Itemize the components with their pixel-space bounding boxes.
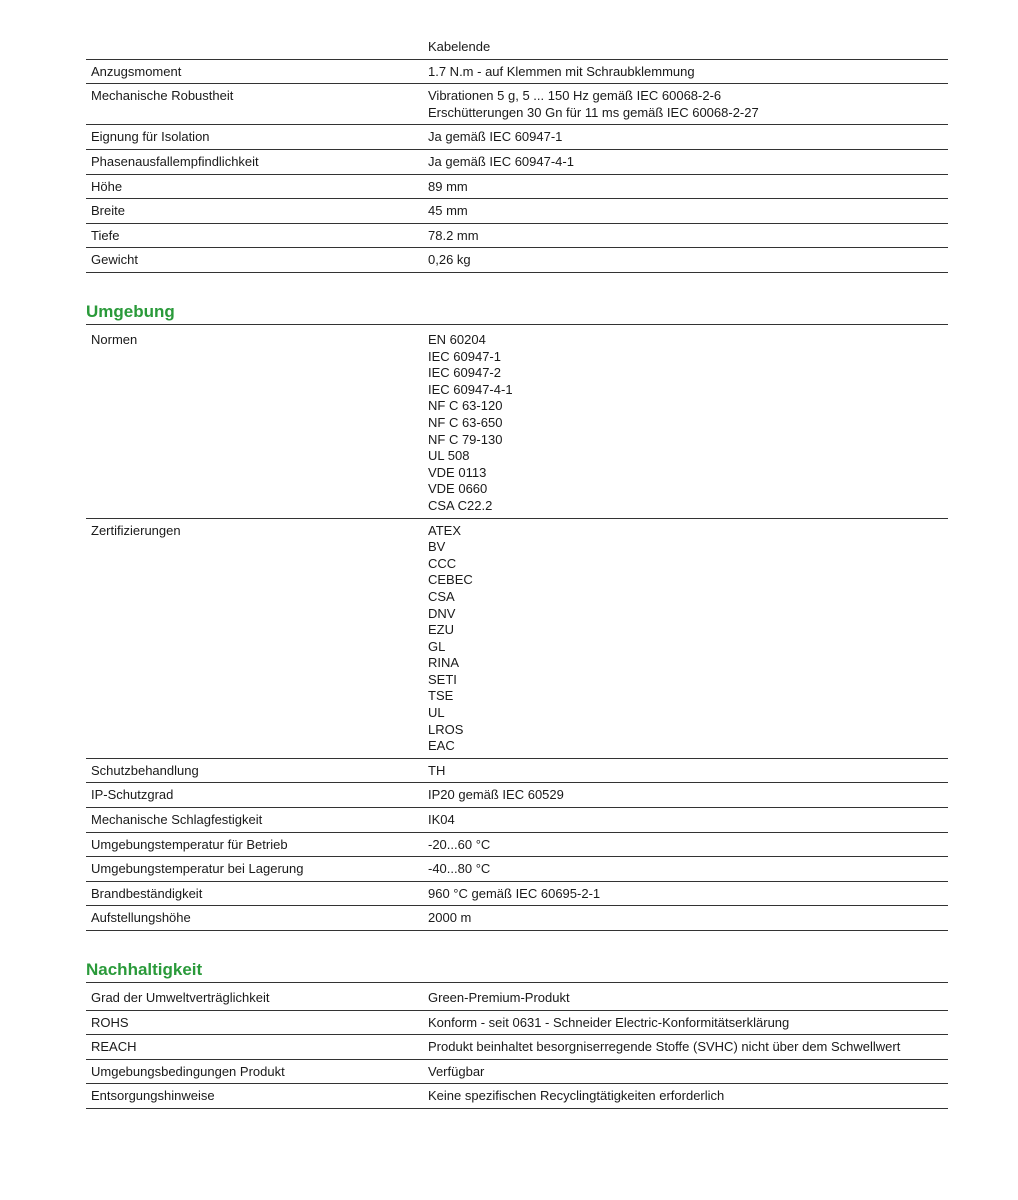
- spec-value-line: IEC 60947-2: [428, 365, 501, 381]
- spec-value: [428, 837, 948, 854]
- spec-label: Schutzbehandlung: [91, 762, 199, 778]
- spec-value: [428, 154, 948, 171]
- spec-value-line: IP20 gemäß IEC 60529: [428, 787, 564, 803]
- spec-value-line: 960 °C gemäß IEC 60695-2-1: [428, 885, 601, 901]
- spec-value-line: Vibrationen 5 g, 5 ... 150 Hz gemäß IEC 60068-2-6: [428, 88, 722, 104]
- spec-value-line: RINA: [428, 655, 460, 671]
- spec-value: [428, 1088, 948, 1105]
- spec-value: [428, 39, 948, 56]
- spec-row: [86, 150, 948, 175]
- spec-value-line: SETI: [428, 671, 457, 687]
- spec-label: Gewicht: [91, 252, 138, 268]
- spec-value-line: LROS: [428, 721, 464, 737]
- spec-row: [86, 84, 948, 125]
- spec-value-line: IK04: [428, 812, 455, 828]
- spec-value-line: GL: [428, 638, 446, 654]
- spec-value-line: -20...60 °C: [428, 836, 491, 852]
- spec-label: Normen: [91, 332, 138, 347]
- spec-label: Grad der Umweltverträglichkeit: [91, 990, 270, 1005]
- spec-value-line: DNV: [428, 605, 456, 621]
- spec-value-line: EAC: [428, 738, 455, 754]
- spec-label: IP-Schutzgrad: [91, 787, 174, 803]
- spec-row: [86, 175, 948, 200]
- spec-value: [428, 1039, 948, 1056]
- spec-row: [86, 60, 948, 85]
- spec-row: [86, 1035, 948, 1060]
- spec-value-line: Green-Premium-Produkt: [428, 990, 570, 1005]
- spec-value-line: NF C 79-130: [428, 431, 503, 447]
- spec-label: ROHS: [91, 1014, 129, 1030]
- spec-row: [86, 783, 948, 808]
- spec-value: [428, 861, 948, 878]
- spec-row: [86, 519, 948, 759]
- spec-value-line: Produkt beinhaltet besorgniserregende Stoffe (SVHC) nicht über dem Schwellwert: [428, 1039, 901, 1055]
- spec-value-line: 89 mm: [428, 178, 468, 194]
- spec-value: [428, 1064, 948, 1081]
- spec-value-line: CSA: [428, 588, 455, 604]
- spec-value-line: -40...80 °C: [428, 861, 491, 877]
- spec-value: [428, 88, 948, 121]
- spec-value-line: 78.2 mm: [428, 227, 479, 243]
- spec-value-line: Ja gemäß IEC 60947-1: [428, 129, 563, 145]
- spec-label: Umgebungstemperatur bei Lagerung: [91, 861, 304, 877]
- spec-row: [86, 882, 948, 907]
- spec-value-line: 2000 m: [428, 910, 472, 926]
- spec-row: [86, 833, 948, 858]
- spec-value-line: 45 mm: [428, 203, 468, 219]
- spec-row: [86, 759, 948, 784]
- spec-value-line: UL: [428, 705, 445, 721]
- spec-row: [86, 857, 948, 882]
- section-rule-nachhaltigkeit: [86, 982, 948, 983]
- spec-table-top: [86, 35, 948, 273]
- spec-value-line: CSA C22.2: [428, 497, 493, 513]
- spec-value-line: ATEX: [428, 522, 461, 538]
- spec-value-line: TH: [428, 762, 446, 778]
- spec-label: REACH: [91, 1039, 137, 1055]
- spec-table-umgebung: [86, 328, 948, 931]
- spec-value-line: Verfügbar: [428, 1063, 485, 1079]
- spec-value: [428, 787, 948, 804]
- spec-value: [428, 228, 948, 245]
- spec-table-nachhaltigkeit: [86, 986, 948, 1109]
- spec-value-line: BV: [428, 539, 446, 555]
- spec-value-line: NF C 63-650: [428, 414, 503, 430]
- spec-value-line: IEC 60947-4-1: [428, 381, 513, 397]
- spec-value-line: CCC: [428, 555, 457, 571]
- spec-value-line: 0,26 kg: [428, 252, 471, 268]
- spec-row: [86, 906, 948, 931]
- spec-label: Eignung für Isolation: [91, 129, 210, 145]
- spec-value: [428, 910, 948, 927]
- spec-row: [86, 986, 948, 1011]
- spec-value: [428, 64, 948, 81]
- spec-row: [86, 1060, 948, 1085]
- spec-value-line: Ja gemäß IEC 60947-4-1: [428, 153, 574, 169]
- spec-label: Breite: [91, 203, 125, 219]
- spec-value-line: EN 60204: [428, 332, 486, 347]
- spec-label: Mechanische Schlagfestigkeit: [91, 812, 263, 828]
- spec-value-line: VDE 0113: [428, 464, 487, 480]
- spec-value-line: UL 508: [428, 448, 470, 464]
- spec-label: Anzugsmoment: [91, 63, 182, 79]
- spec-row: [86, 1084, 948, 1109]
- spec-value: [428, 332, 948, 515]
- spec-row: [86, 328, 948, 519]
- spec-value-line: Erschütterungen 30 Gn für 11 ms gemäß IEC 60068-2-27: [428, 104, 759, 120]
- spec-row: [86, 35, 948, 60]
- spec-label: Umgebungsbedingungen Produkt: [91, 1063, 285, 1079]
- spec-value-line: NF C 63-120: [428, 398, 503, 414]
- spec-label: Mechanische Robustheit: [91, 88, 234, 104]
- spec-label: Höhe: [91, 178, 123, 194]
- spec-value: [428, 252, 948, 269]
- spec-value-line: CEBEC: [428, 572, 473, 588]
- spec-value: [428, 129, 948, 146]
- spec-value-line: IEC 60947-1: [428, 348, 501, 364]
- spec-value: [428, 1015, 948, 1032]
- spec-value: [428, 763, 948, 780]
- spec-label: Zertifizierungen: [91, 522, 181, 538]
- section-title-umgebung: Umgebung: [86, 302, 175, 321]
- spec-row: [86, 1011, 948, 1036]
- spec-value: [428, 886, 948, 903]
- section-title-nachhaltigkeit: Nachhaltigkeit: [86, 960, 203, 979]
- spec-row: [86, 125, 948, 150]
- spec-value: [428, 203, 948, 220]
- spec-row: [86, 248, 948, 273]
- spec-value-line: Keine spezifischen Recyclingtätigkeiten erforderlich: [428, 1088, 725, 1104]
- spec-value-line: 1.7 N.m - auf Klemmen mit Schraubklemmung: [428, 63, 695, 79]
- spec-row: [86, 199, 948, 224]
- spec-label: Phasenausfallempfindlichkeit: [91, 153, 259, 169]
- spec-value: [428, 812, 948, 829]
- spec-label: Aufstellungshöhe: [91, 910, 191, 926]
- spec-value: [428, 179, 948, 196]
- spec-row: [86, 808, 948, 833]
- spec-label: Umgebungstemperatur für Betrieb: [91, 836, 288, 852]
- spec-label: Entsorgungshinweise: [91, 1088, 215, 1104]
- section-rule-umgebung: [86, 324, 948, 325]
- spec-value: [428, 523, 948, 755]
- spec-value-line: Kabelende: [428, 39, 491, 54]
- spec-row: [86, 224, 948, 249]
- spec-value-line: TSE: [428, 688, 454, 704]
- spec-value-line: EZU: [428, 622, 454, 638]
- spec-value-line: VDE 0660: [428, 481, 488, 497]
- spec-value-line: Konform - seit 0631 - Schneider Electric-Konformitätserklärung: [428, 1014, 790, 1030]
- spec-value: [428, 990, 948, 1007]
- spec-label: Brandbeständigkeit: [91, 885, 203, 901]
- spec-label: Tiefe: [91, 227, 120, 243]
- spec-label: [86, 39, 428, 56]
